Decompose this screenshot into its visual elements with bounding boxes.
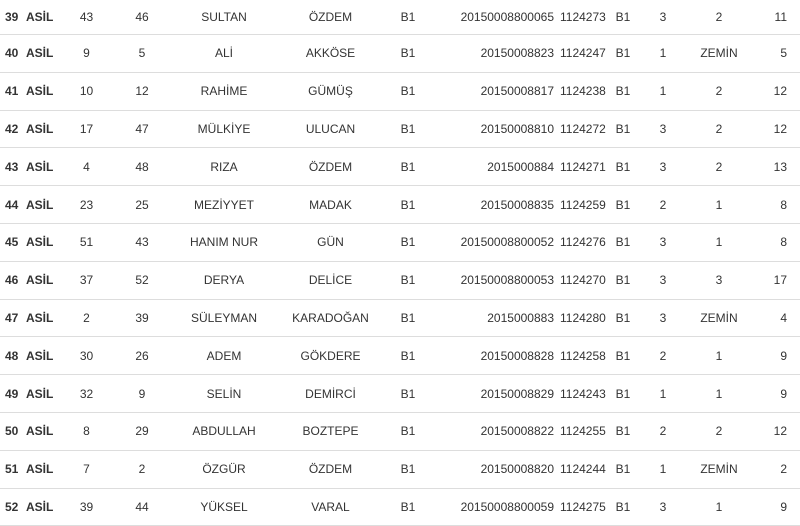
- value-b-cell: 12: [114, 72, 170, 110]
- code-cell: 1124271: [558, 148, 603, 186]
- status-cell: ASİL: [22, 110, 59, 148]
- code-cell: 1124255: [558, 412, 603, 450]
- table-row: [0, 450, 800, 488]
- code-cell: 1124272: [558, 110, 603, 148]
- group-cell: B1: [383, 261, 433, 299]
- surname-cell: DEMİRCİ: [278, 375, 383, 413]
- name-cell: SULTAN: [170, 0, 278, 35]
- value-a-cell: 23: [59, 186, 114, 224]
- value-d-cell: 9: [755, 488, 800, 526]
- status-cell: ASİL: [22, 375, 59, 413]
- code-cell: 1124275: [558, 488, 603, 526]
- id-cell: 20150008800065: [433, 0, 558, 35]
- value-d-cell: 9: [755, 375, 800, 413]
- value-d-cell: 12: [755, 72, 800, 110]
- surname-cell: GÖKDERE: [278, 337, 383, 375]
- name-cell: RAHİME: [170, 72, 278, 110]
- id-cell: 2015000883: [433, 299, 558, 337]
- id-cell: 20150008829: [433, 375, 558, 413]
- value-d-cell: 8: [755, 186, 800, 224]
- code-cell: 1124259: [558, 186, 603, 224]
- group2-cell: B1: [603, 35, 643, 73]
- row-number: 52: [0, 488, 22, 526]
- group-cell: B1: [383, 412, 433, 450]
- table-row: [0, 299, 800, 337]
- id-cell: 20150008820: [433, 450, 558, 488]
- surname-cell: GÜN: [278, 223, 383, 261]
- id-cell: 20150008828: [433, 337, 558, 375]
- group2-cell: B1: [603, 412, 643, 450]
- value-c-cell: 1: [643, 72, 683, 110]
- value-b-cell: 47: [114, 110, 170, 148]
- status-cell: ASİL: [22, 72, 59, 110]
- value-b-cell: 39: [114, 299, 170, 337]
- table-row: [0, 223, 800, 261]
- group-cell: B1: [383, 299, 433, 337]
- value-c-cell: 3: [643, 488, 683, 526]
- surname-cell: MADAK: [278, 186, 383, 224]
- value-a-cell: 4: [59, 148, 114, 186]
- group2-cell: B1: [603, 148, 643, 186]
- table-row: [0, 261, 800, 299]
- surname-cell: ULUCAN: [278, 110, 383, 148]
- group-cell: B1: [383, 450, 433, 488]
- status-cell: ASİL: [22, 0, 59, 35]
- value-c-cell: 3: [643, 223, 683, 261]
- value-a-cell: 9: [59, 35, 114, 73]
- value-d-cell: 11: [755, 0, 800, 35]
- id-cell: 20150008823: [433, 35, 558, 73]
- group2-cell: B1: [603, 337, 643, 375]
- group2-cell: B1: [603, 72, 643, 110]
- value-c-cell: 3: [643, 0, 683, 35]
- surname-cell: ÖZDEM: [278, 0, 383, 35]
- value-a-cell: 7: [59, 450, 114, 488]
- surname-cell: DELİCE: [278, 261, 383, 299]
- surname-cell: BOZTEPE: [278, 412, 383, 450]
- code-cell: 1124276: [558, 223, 603, 261]
- group-cell: B1: [383, 110, 433, 148]
- name-cell: SÜLEYMAN: [170, 299, 278, 337]
- value-c-cell: 1: [643, 375, 683, 413]
- value-d-cell: 12: [755, 412, 800, 450]
- floor-cell: ZEMİN: [683, 35, 755, 73]
- surname-cell: ÖZDEM: [278, 450, 383, 488]
- code-cell: 1124247: [558, 35, 603, 73]
- surname-cell: GÜMÜŞ: [278, 72, 383, 110]
- value-b-cell: 43: [114, 223, 170, 261]
- surname-cell: VARAL: [278, 488, 383, 526]
- group-cell: B1: [383, 375, 433, 413]
- table-row: [0, 337, 800, 375]
- group2-cell: B1: [603, 375, 643, 413]
- id-cell: 2015000884: [433, 148, 558, 186]
- value-c-cell: 3: [643, 299, 683, 337]
- value-a-cell: 30: [59, 337, 114, 375]
- group2-cell: B1: [603, 488, 643, 526]
- table-row: [0, 0, 800, 35]
- value-b-cell: 25: [114, 186, 170, 224]
- status-cell: ASİL: [22, 488, 59, 526]
- value-b-cell: 9: [114, 375, 170, 413]
- group-cell: B1: [383, 223, 433, 261]
- group-cell: B1: [383, 35, 433, 73]
- floor-cell: 1: [683, 337, 755, 375]
- name-cell: ABDULLAH: [170, 412, 278, 450]
- code-cell: 1124244: [558, 450, 603, 488]
- surname-cell: KARADOĞAN: [278, 299, 383, 337]
- code-cell: 1124238: [558, 72, 603, 110]
- id-cell: 20150008822: [433, 412, 558, 450]
- code-cell: 1124243: [558, 375, 603, 413]
- status-cell: ASİL: [22, 412, 59, 450]
- code-cell: 1124273: [558, 0, 603, 35]
- code-cell: 1124258: [558, 337, 603, 375]
- name-cell: ALİ: [170, 35, 278, 73]
- row-number: 43: [0, 148, 22, 186]
- value-a-cell: 10: [59, 72, 114, 110]
- group-cell: B1: [383, 337, 433, 375]
- group2-cell: B1: [603, 223, 643, 261]
- floor-cell: 1: [683, 488, 755, 526]
- row-number: 48: [0, 337, 22, 375]
- row-number: 44: [0, 186, 22, 224]
- value-b-cell: 46: [114, 0, 170, 35]
- code-cell: 1124280: [558, 299, 603, 337]
- group2-cell: B1: [603, 110, 643, 148]
- table-row: [0, 412, 800, 450]
- table-row: [0, 110, 800, 148]
- id-cell: 20150008835: [433, 186, 558, 224]
- group2-cell: B1: [603, 186, 643, 224]
- group-cell: B1: [383, 0, 433, 35]
- value-d-cell: 9: [755, 337, 800, 375]
- name-cell: DERYA: [170, 261, 278, 299]
- table-row: [0, 35, 800, 73]
- value-d-cell: 13: [755, 148, 800, 186]
- floor-cell: 2: [683, 148, 755, 186]
- value-c-cell: 3: [643, 148, 683, 186]
- value-a-cell: 43: [59, 0, 114, 35]
- name-cell: ÖZGÜR: [170, 450, 278, 488]
- value-c-cell: 3: [643, 261, 683, 299]
- floor-cell: 2: [683, 72, 755, 110]
- value-d-cell: 17: [755, 261, 800, 299]
- group-cell: B1: [383, 186, 433, 224]
- name-cell: RIZA: [170, 148, 278, 186]
- value-c-cell: 1: [643, 35, 683, 73]
- row-number: 39: [0, 0, 22, 35]
- floor-cell: 1: [683, 375, 755, 413]
- group-cell: B1: [383, 72, 433, 110]
- table-row: [0, 488, 800, 526]
- name-cell: SELİN: [170, 375, 278, 413]
- value-b-cell: 52: [114, 261, 170, 299]
- id-cell: 20150008800052: [433, 223, 558, 261]
- table-row: [0, 148, 800, 186]
- value-d-cell: 2: [755, 450, 800, 488]
- group2-cell: B1: [603, 261, 643, 299]
- status-cell: ASİL: [22, 337, 59, 375]
- value-c-cell: 1: [643, 450, 683, 488]
- value-b-cell: 29: [114, 412, 170, 450]
- row-number: 46: [0, 261, 22, 299]
- value-c-cell: 2: [643, 412, 683, 450]
- value-b-cell: 44: [114, 488, 170, 526]
- floor-cell: 2: [683, 110, 755, 148]
- group2-cell: B1: [603, 0, 643, 35]
- code-cell: 1124270: [558, 261, 603, 299]
- value-a-cell: 8: [59, 412, 114, 450]
- value-d-cell: 4: [755, 299, 800, 337]
- status-cell: ASİL: [22, 186, 59, 224]
- name-cell: MÜLKİYE: [170, 110, 278, 148]
- name-cell: ADEM: [170, 337, 278, 375]
- floor-cell: 2: [683, 412, 755, 450]
- group2-cell: B1: [603, 299, 643, 337]
- row-number: 42: [0, 110, 22, 148]
- group2-cell: B1: [603, 450, 643, 488]
- status-cell: ASİL: [22, 35, 59, 73]
- floor-cell: 2: [683, 0, 755, 35]
- status-cell: ASİL: [22, 148, 59, 186]
- row-number: 51: [0, 450, 22, 488]
- status-cell: ASİL: [22, 299, 59, 337]
- row-number: 40: [0, 35, 22, 73]
- value-d-cell: 8: [755, 223, 800, 261]
- value-a-cell: 51: [59, 223, 114, 261]
- name-cell: YÜKSEL: [170, 488, 278, 526]
- row-number: 41: [0, 72, 22, 110]
- table-row: [0, 375, 800, 413]
- floor-cell: 1: [683, 186, 755, 224]
- floor-cell: 3: [683, 261, 755, 299]
- value-b-cell: 26: [114, 337, 170, 375]
- status-cell: ASİL: [22, 450, 59, 488]
- table-row: [0, 186, 800, 224]
- group-cell: B1: [383, 488, 433, 526]
- name-cell: MEZİYYET: [170, 186, 278, 224]
- value-b-cell: 48: [114, 148, 170, 186]
- floor-cell: ZEMİN: [683, 299, 755, 337]
- row-number: 47: [0, 299, 22, 337]
- id-cell: 20150008800059: [433, 488, 558, 526]
- status-cell: ASİL: [22, 261, 59, 299]
- floor-cell: ZEMİN: [683, 450, 755, 488]
- value-a-cell: 39: [59, 488, 114, 526]
- row-number: 49: [0, 375, 22, 413]
- id-cell: 20150008800053: [433, 261, 558, 299]
- id-cell: 20150008817: [433, 72, 558, 110]
- value-d-cell: 12: [755, 110, 800, 148]
- value-c-cell: 3: [643, 110, 683, 148]
- group-cell: B1: [383, 148, 433, 186]
- surname-cell: ÖZDEM: [278, 148, 383, 186]
- row-number: 50: [0, 412, 22, 450]
- row-number: 45: [0, 223, 22, 261]
- value-a-cell: 2: [59, 299, 114, 337]
- floor-cell: 1: [683, 223, 755, 261]
- surname-cell: AKKÖSE: [278, 35, 383, 73]
- table-row: [0, 72, 800, 110]
- status-cell: ASİL: [22, 223, 59, 261]
- value-c-cell: 2: [643, 186, 683, 224]
- id-cell: 20150008810: [433, 110, 558, 148]
- value-a-cell: 32: [59, 375, 114, 413]
- value-a-cell: 17: [59, 110, 114, 148]
- value-c-cell: 2: [643, 337, 683, 375]
- value-d-cell: 5: [755, 35, 800, 73]
- value-b-cell: 2: [114, 450, 170, 488]
- value-b-cell: 5: [114, 35, 170, 73]
- value-a-cell: 37: [59, 261, 114, 299]
- name-cell: HANIM NUR: [170, 223, 278, 261]
